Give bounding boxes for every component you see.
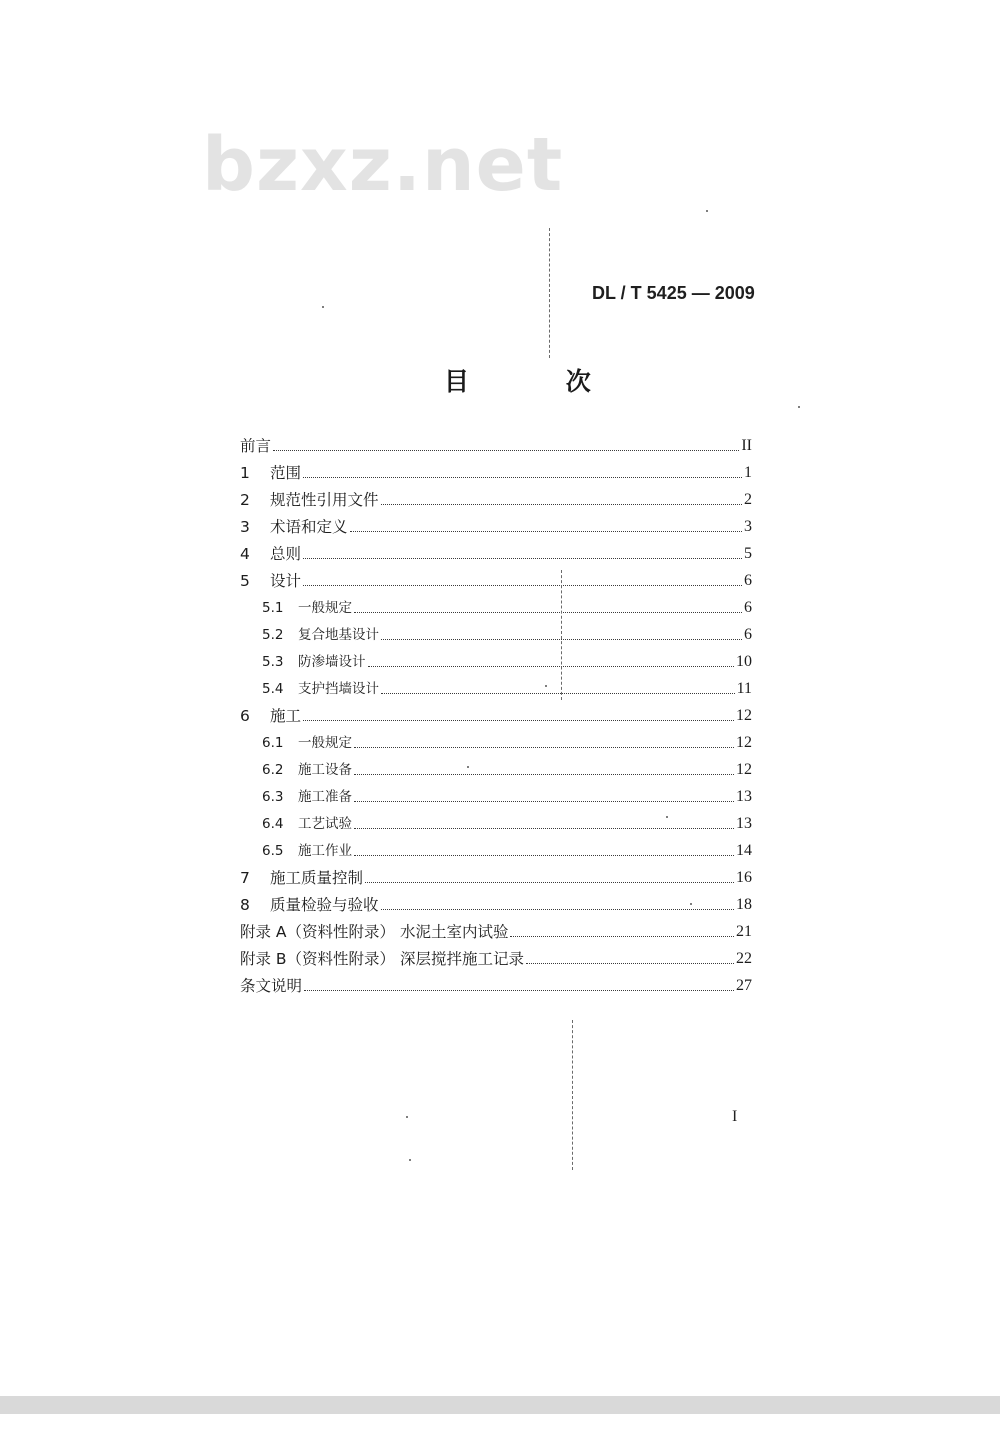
toc-entry-leader xyxy=(354,801,734,802)
scan-fold-line xyxy=(561,570,564,700)
toc-entry-label: 防渗墙设计 xyxy=(298,654,366,670)
toc-entry[interactable] xyxy=(240,541,752,565)
toc-entry-label: 施工设备 xyxy=(298,762,352,778)
toc-entry-label: 施工准备 xyxy=(298,789,352,805)
toc-entry-number: 4 xyxy=(240,545,250,563)
scan-speck xyxy=(545,685,547,687)
toc-entry-leader xyxy=(365,882,734,883)
toc-entry-label: 一般规定 xyxy=(298,735,352,751)
toc-entry-leader xyxy=(354,747,734,748)
toc-entry-number: 5.1 xyxy=(262,600,284,616)
toc-entry-leader xyxy=(526,963,734,964)
toc-title: 目 次 xyxy=(444,367,635,396)
toc-entry-page: 6 xyxy=(744,572,752,589)
toc-entry-leader xyxy=(354,855,734,856)
scan-speck xyxy=(666,816,668,818)
toc-entry-number: 8 xyxy=(240,896,250,914)
toc-entry[interactable] xyxy=(240,919,752,943)
toc-entry-page: 22 xyxy=(736,950,752,967)
scan-speck xyxy=(798,406,800,408)
toc-entry-leader xyxy=(381,909,734,910)
toc-entry-number: 5 xyxy=(240,572,250,590)
toc-entry-leader xyxy=(304,990,734,991)
document-code: DL / T 5425 — 2009 xyxy=(592,283,755,303)
toc-entry-label: 前言 xyxy=(240,437,272,455)
toc-entry-page: 5 xyxy=(744,545,752,562)
toc-entry-number: 2 xyxy=(240,491,250,509)
toc-entry[interactable] xyxy=(240,892,752,916)
toc-entry[interactable] xyxy=(240,865,752,889)
toc-entry-label: 施工作业 xyxy=(298,843,352,859)
toc-entry-page: 16 xyxy=(736,869,752,886)
toc-entry-label: 规范性引用文件 xyxy=(270,491,379,509)
toc-entry-leader xyxy=(381,693,735,694)
toc-entry-label: 施工质量控制 xyxy=(270,869,364,887)
toc-entry-label: 术语和定义 xyxy=(270,518,348,536)
toc-entry[interactable] xyxy=(240,487,752,511)
toc-entry-label: 施工 xyxy=(270,707,302,725)
toc-entry-label: 范围 xyxy=(270,464,302,482)
toc-entry-number: 5.4 xyxy=(262,681,284,697)
toc-entry-number: 7 xyxy=(240,869,250,887)
toc-entry-page: 2 xyxy=(744,491,752,508)
toc-subentry[interactable] xyxy=(262,757,752,781)
toc-subentry[interactable] xyxy=(262,811,752,835)
viewer-bottom-bar xyxy=(0,1396,1000,1414)
toc-entry-label: 附录 A（资料性附录） 水泥土室内试验 xyxy=(240,923,509,941)
toc-entry[interactable] xyxy=(240,460,752,484)
toc-entry-page: 14 xyxy=(736,842,752,859)
scan-fold-line xyxy=(572,1020,575,1170)
toc-entry-leader xyxy=(350,531,742,532)
toc-entry[interactable] xyxy=(240,514,752,538)
scan-speck xyxy=(706,210,708,212)
toc-entry-number: 5.2 xyxy=(262,627,284,643)
toc-subentry[interactable] xyxy=(262,838,752,862)
toc-entry-page: 13 xyxy=(736,788,752,805)
toc-entry-leader xyxy=(303,720,734,721)
toc-entry-page: 12 xyxy=(736,734,752,751)
scan-speck xyxy=(322,306,324,308)
toc-entry-page: 13 xyxy=(736,815,752,832)
toc-entry-label: 支护挡墙设计 xyxy=(298,681,379,697)
toc-entry-label: 复合地基设计 xyxy=(298,627,379,643)
toc-entry[interactable] xyxy=(240,433,752,457)
toc-entry-page: 6 xyxy=(744,626,752,643)
toc-entry-leader xyxy=(354,612,742,613)
page-number: I xyxy=(732,1108,738,1125)
toc-entry-leader xyxy=(510,936,734,937)
toc-entry-label: 总则 xyxy=(270,545,302,563)
scan-speck xyxy=(409,1159,411,1161)
toc-subentry[interactable] xyxy=(262,676,752,700)
toc-entry-page: 10 xyxy=(736,653,752,670)
toc-entry-page: 18 xyxy=(736,896,752,913)
toc-entry-label: 质量检验与验收 xyxy=(270,896,379,914)
toc-entry-leader xyxy=(273,450,739,451)
toc-entry-leader xyxy=(303,477,742,478)
toc-entry-page: 12 xyxy=(736,761,752,778)
toc-entry-page: 12 xyxy=(736,707,752,724)
toc-entry-leader xyxy=(354,828,734,829)
toc-entry-number: 6.1 xyxy=(262,735,284,751)
toc-entry-label: 工艺试验 xyxy=(298,816,352,832)
toc-entry-label: 一般规定 xyxy=(298,600,352,616)
toc-entry[interactable] xyxy=(240,946,752,970)
scan-fold-line xyxy=(549,228,552,358)
toc-entry-number: 1 xyxy=(240,464,250,482)
toc-entry[interactable] xyxy=(240,973,752,997)
toc-entry-page: 27 xyxy=(736,977,752,994)
toc-entry-leader xyxy=(368,666,735,667)
toc-entry-leader xyxy=(303,585,742,586)
toc-entry-leader xyxy=(354,774,734,775)
toc-entry-page: 21 xyxy=(736,923,752,940)
toc-entry-label: 设计 xyxy=(270,572,302,590)
toc-entry-number: 6 xyxy=(240,707,250,725)
toc-entry-number: 6.3 xyxy=(262,789,284,805)
scan-speck xyxy=(467,766,469,768)
toc-entry-number: 6.4 xyxy=(262,816,284,832)
toc-subentry[interactable] xyxy=(262,595,752,619)
toc-subentry[interactable] xyxy=(262,649,752,673)
toc-entry-page: 3 xyxy=(744,518,752,535)
toc-subentry[interactable] xyxy=(262,784,752,808)
toc-entry[interactable] xyxy=(240,703,752,727)
watermark-text: bzxz.net xyxy=(202,122,564,208)
toc-entry-number: 6.5 xyxy=(262,843,284,859)
toc-entry[interactable] xyxy=(240,568,752,592)
toc-entry-number: 5.3 xyxy=(262,654,284,670)
toc-entry-page: 1 xyxy=(744,464,752,481)
toc-entry-leader xyxy=(381,504,742,505)
toc-entry-page: 11 xyxy=(736,680,752,697)
toc-entry-page: II xyxy=(741,437,752,454)
toc-entry-leader xyxy=(303,558,742,559)
scan-speck xyxy=(406,1116,408,1118)
toc-entry-label: 附录 B（资料性附录） 深层搅拌施工记录 xyxy=(240,950,524,968)
toc-subentry[interactable] xyxy=(262,622,752,646)
toc-entry-number: 6.2 xyxy=(262,762,284,778)
toc-entry-page: 6 xyxy=(744,599,752,616)
scan-speck xyxy=(690,903,692,905)
toc-entry-label: 条文说明 xyxy=(240,977,303,995)
toc-entry-number: 3 xyxy=(240,518,250,536)
toc-subentry[interactable] xyxy=(262,730,752,754)
